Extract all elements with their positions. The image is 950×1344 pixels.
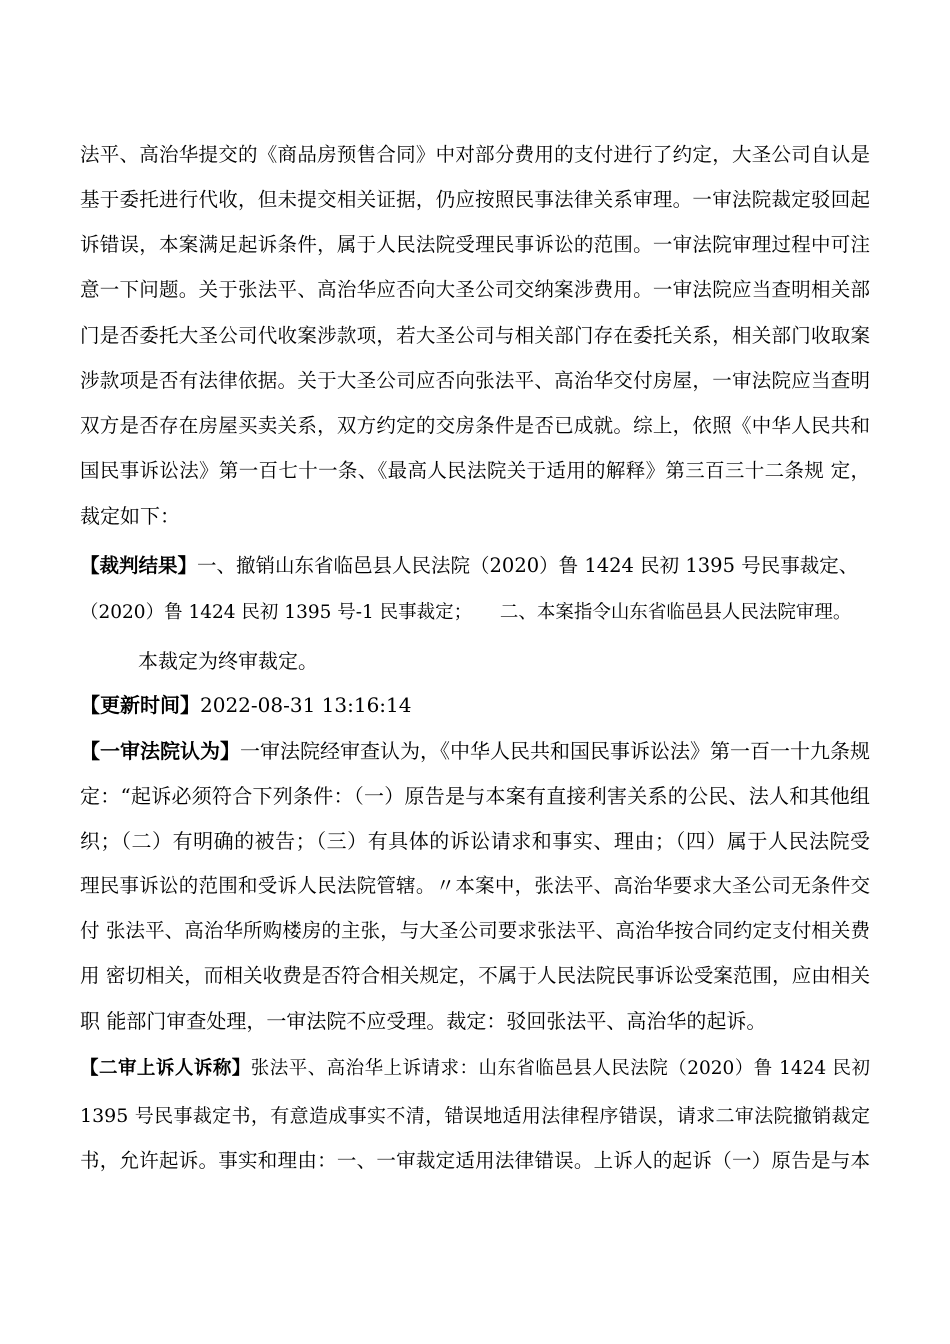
appeal-heading: [80, 1055, 870, 1083]
update-label: 【更新时间】: [80, 693, 200, 717]
judgment-line-1: 一、撤销山东省临邑县人民法院（2020）鲁 1424 民初 1395 号民事裁定、: [197, 554, 859, 577]
paragraph-line: 双方是否存在房屋买卖关系，双方约定的交房条件是否已成就。综上，依照《中华人民共和: [80, 414, 870, 437]
appeal-label: 【二审上诉人诉称】: [80, 1058, 251, 1079]
paragraph-line: 基于委托进行代收，但未提交相关证据，仍应按照民事法律关系审理。一审法院裁定驳回起: [80, 188, 870, 211]
paragraph-line: 涉款项是否有法律依据。关于大圣公司应否向张法平、高治华交付房屋，一审法院应当查明: [80, 369, 870, 392]
paragraph-line: 理民事诉讼的范围和受诉人民法院管辖。〃本案中，张法平、高治华要求大圣公司无条件交: [80, 874, 870, 897]
paragraph-line: 诉错误，本案满足起诉条件，属于人民法院受理民事诉讼的范围。一审法院审理过程中可注: [80, 233, 870, 256]
appeal-line-1: 张法平、高治华上诉请求：山东省临邑县人民法院（2020）鲁 1424 民初: [250, 1058, 870, 1079]
judgment-result: [80, 552, 870, 580]
paragraph-line: 用 密切相关，而相关收费是否符合相关规定，不属于人民法院民事诉讼受案范围，应由相关: [80, 964, 870, 987]
update-value: 2022-08-31 13:16:14: [200, 693, 412, 717]
paragraph-line: 织；（二）有明确的被告；（三）有具体的诉讼请求和事实、理由；（四）属于人民法院受: [80, 829, 870, 853]
paragraph-line: 门是否委托大圣公司代收案涉款项，若大圣公司与相关部门存在委托关系，相关部门收取案: [80, 324, 870, 347]
paragraph-line: 定：“起诉必须符合下列条件：（一）原告是与本案有直接利害关系的公民、法人和其他组: [80, 784, 870, 808]
first-instance-line-1: 一审法院经审查认为，《中华人民共和国民事诉讼法》第一百一十九条规: [240, 739, 870, 763]
update-time: [80, 691, 870, 719]
judgment-line-2: （2020）鲁 1424 民初 1395 号-1 民事裁定； 二、本案指令山东省临邑县人民法院审理。: [80, 602, 852, 623]
paragraph-line: 国民事诉讼法》第一百七十一条、《最高人民法院关于适用的解释》第三百三十二条规 定，: [80, 459, 870, 482]
paragraph-line: 裁定如下：: [80, 504, 180, 528]
judgment-label: 【裁判结果】: [80, 554, 198, 577]
paragraph-line: 书，允许起诉。事实和理由：一、一审裁定适用法律错误。上诉人的起诉（一）原告是与本: [80, 1149, 870, 1172]
paragraph-line: 1395 号民事裁定书，有意造成事实不清，错误地适用法律程序错误，请求二审法院撤销裁定: [80, 1105, 870, 1127]
paragraph-line: 意一下问题。关于张法平、高治华应否向大圣公司交纳案涉费用。一审法院应当查明相关部: [80, 278, 870, 301]
first-instance-heading: [80, 737, 870, 765]
paragraph-line: 法平、高治华提交的《商品房预售合同》中对部分费用的支付进行了约定，大圣公司自认是: [80, 143, 870, 166]
first-instance-label: 【一审法院认为】: [80, 739, 240, 763]
paragraph-line: 付 张法平、高治华所购楼房的主张，与大圣公司要求张法平、高治华按合同约定支付相关费: [80, 919, 870, 942]
paragraph-line: 职 能部门审查处理，一审法院不应受理。裁定：驳回张法平、高治华的起诉。: [80, 1009, 767, 1033]
final-ruling: 本裁定为终审裁定。: [138, 649, 318, 673]
